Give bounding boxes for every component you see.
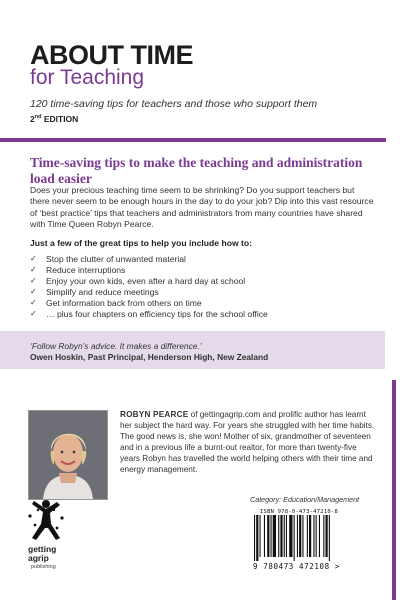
author-name: ROBYN PEARCE xyxy=(120,410,189,419)
list-item xyxy=(30,276,268,287)
edition-text: EDITION xyxy=(41,114,79,124)
check-icon: ✓ xyxy=(30,297,37,307)
tip-text: Get information back from others on time xyxy=(46,297,202,308)
book-category: Category: Education/Management xyxy=(250,495,360,504)
edition-label xyxy=(30,114,78,124)
tips-list xyxy=(30,254,268,319)
check-icon: ✓ xyxy=(30,286,37,296)
book-tagline: 120 time-saving tips for teachers and those who support them xyxy=(30,98,318,110)
barcode-icon xyxy=(250,515,362,563)
top-accent-rule xyxy=(0,138,386,142)
check-icon: ✓ xyxy=(30,254,37,263)
edition-number: 2 xyxy=(30,114,35,124)
check-icon: ✓ xyxy=(30,275,37,285)
author-bio xyxy=(120,409,375,476)
check-icon: ✓ xyxy=(30,308,37,318)
barcode-digits xyxy=(253,562,340,571)
list-item xyxy=(30,309,268,320)
right-accent-rule xyxy=(392,380,396,600)
tip-text: Reduce interruptions xyxy=(46,264,126,275)
publisher-name xyxy=(28,545,56,562)
author-portrait-icon xyxy=(29,411,107,499)
publisher-line-1: getting xyxy=(28,544,57,554)
climber-figure-icon xyxy=(26,498,66,546)
author-bio-text: of gettingagrip.com and prolific author has learnt her subject the hard way. For years she struggled with her time habits. The good news is, she won! Mother of six, grandmother of seventeen and in a previous life a burnt-out realtor, for more than twenty-five years Robyn has travelled the world helping others with their time and energy management. xyxy=(120,410,375,475)
barcode-number: 9 780473 472108 xyxy=(253,562,330,571)
testimonial-quote: ‘Follow Robyn’s advice. It makes a difference.’ xyxy=(30,341,202,351)
blurb-headline: Time-saving tips to make the teaching and administration load easier xyxy=(30,155,363,186)
list-item xyxy=(30,287,268,298)
edition-suffix: nd xyxy=(34,114,42,121)
isbn-label: ISBN 978-0-473-47210-8 xyxy=(260,509,338,515)
book-title: ABOUT TIME xyxy=(30,40,193,70)
tip-text: Simplify and reduce meetings xyxy=(46,286,159,297)
author-photo xyxy=(28,410,108,500)
tip-text: Stop the clutter of unwanted material xyxy=(46,254,186,264)
barcode-addon-marker: > xyxy=(334,562,340,571)
list-item xyxy=(30,254,268,265)
tip-text: … plus four chapters on efficiency tips for the school office xyxy=(46,308,268,319)
book-subtitle: for Teaching xyxy=(30,66,145,89)
tip-text: Enjoy your own kids, even after a hard day at school xyxy=(46,275,246,286)
list-item xyxy=(30,298,268,309)
testimonial-attribution: Owen Hoskin, Past Principal, Henderson High, New Zealand xyxy=(30,352,269,362)
tips-list-title: Just a few of the great tips to help you include how to: xyxy=(30,238,253,248)
check-icon: ✓ xyxy=(30,264,37,274)
list-item xyxy=(30,265,268,276)
blurb-intro: Does your precious teaching time seem to be shrinking? Do you support teachers but there never seem to be enough hours in the day to do your job? Dip into this vast resource of ‘best practice’ tips that teachers and administrators from many countries have shared with Time Queen Robyn Pearce. xyxy=(30,185,374,229)
publisher-line-2: agrip xyxy=(28,552,49,563)
publisher-subtitle: publishing xyxy=(31,564,56,570)
